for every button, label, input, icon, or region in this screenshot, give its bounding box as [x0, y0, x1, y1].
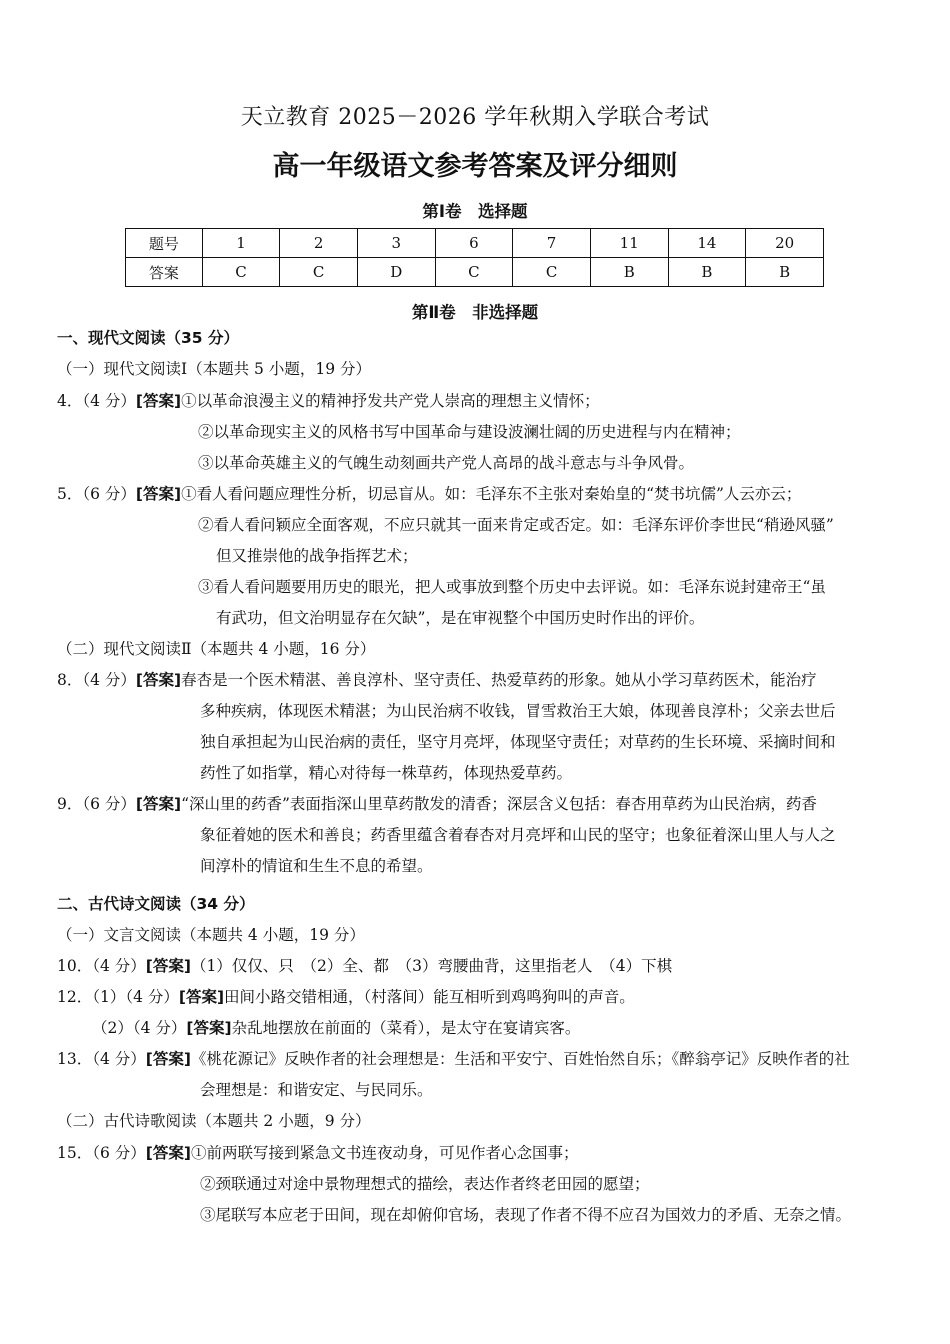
answer-line: 田间小路交错相通，（村落间）能互相听到鸡鸣狗叫的声音。: [224, 988, 635, 1006]
exam-title: 天立教育 2025－2026 学年秋期入学联合考试: [240, 105, 710, 130]
answer-line: ①看人看问题应理性分析，切忌盲从。如：毛泽东不主张对秦始皇的“焚书坑儒”人云亦云；: [181, 485, 802, 503]
question-number-row: [126, 229, 824, 258]
section2-sub1: （一）文言文阅读（本题共 4 小题，19 分）: [57, 926, 365, 944]
answer-cell: C: [280, 258, 358, 287]
section2-sub2: （二）古代诗歌阅读（本题共 2 小题，9 分）: [57, 1112, 371, 1130]
answer-tag: [答案]: [135, 795, 182, 813]
answer-line: ②颈联通过对途中景物理想式的描绘，表达作者终老田园的愿望；: [200, 1175, 650, 1193]
document-title: 高一年级语文参考答案及评分细则: [272, 151, 678, 182]
answer-cell: D: [357, 258, 435, 287]
part2-title: 第Ⅱ卷 非选择题: [411, 303, 539, 322]
answer-line: 《桃花源记》反映作者的社会理想是：生活和平安宁、百姓怡然自乐；《醉翁亭记》反映作者的社: [190, 1050, 850, 1068]
section1-heading: 一、现代文阅读（35 分）: [57, 329, 239, 347]
q12-answer-2: [92, 1018, 580, 1038]
q5-answer: [57, 484, 801, 504]
choice-answer-table: [125, 228, 824, 287]
answer-line: ①以革命浪漫主义的精神抒发共产党人崇高的理想主义情怀；: [181, 392, 600, 410]
part1-title: 第Ⅰ卷 选择题: [422, 202, 528, 221]
q9-answer: [57, 794, 817, 814]
answer-line: ③以革命英雄主义的气魄生动刻画共产党人高昂的战斗意志与斗争风骨。: [198, 454, 695, 472]
answer-tag: [答案]: [135, 671, 182, 689]
answer-line: ③看人看问题要用历史的眼光，把人或事放到整个历史中去评说。如：毛泽东说封建帝王“虽: [198, 578, 826, 596]
answer-line: ②看人看问颖应全面客观，不应只就其一面来肯定或否定。如：毛泽东评价李世民“稍逊风骚”: [198, 516, 834, 534]
answer-line: 间淳朴的情谊和生生不息的希望。: [200, 857, 433, 875]
q8-answer: [57, 670, 817, 690]
answer-tag: [答案]: [145, 1144, 191, 1162]
answer-cell: B: [590, 258, 668, 287]
question-number: 14: [668, 229, 746, 258]
answer-cell: C: [435, 258, 513, 287]
answer-line: 象征着她的医术和善良；药香里蕴含着春杏对月亮坪和山民的坚守；也象征着深山里人与人之: [200, 826, 836, 844]
question-prefix: 4．（4 分）: [57, 392, 136, 410]
question-prefix: 5．（6 分）: [57, 485, 136, 503]
question-number: 1: [202, 229, 280, 258]
answer-line: 但又推崇他的战争指挥艺术；: [216, 547, 418, 565]
question-prefix: 8．（4 分）: [57, 671, 136, 689]
answer-tag: [答案]: [145, 957, 191, 975]
question-prefix: 15．（6 分）: [57, 1144, 146, 1162]
answer-cell: C: [202, 258, 280, 287]
answer-line: 春杏是一个医术精湛、善良淳朴、坚守责任、热爱草药的形象。她从小学习草药医术，能治疗: [181, 671, 817, 689]
answer-tag: [答案]: [135, 485, 182, 503]
question-prefix: 10．（4 分）: [57, 957, 146, 975]
question-prefix: 12．（1）（4 分）: [57, 988, 179, 1006]
answer-line: “深山里的药香”表面指深山里草药散发的清香；深层含义包括：春杏用草药为山民治病，药香: [181, 795, 817, 813]
answer-line: （1）仅仅、只 （2）全、都 （3）弯腰曲背，这里指老人 （4）下棋: [190, 957, 673, 975]
answer-line: 杂乱地摆放在前面的（菜肴），是太守在宴请宾客。: [231, 1019, 581, 1037]
q4-answer: [57, 391, 600, 411]
question-prefix: 9．（6 分）: [57, 795, 136, 813]
section1-sub1: （一）现代文阅读Ⅰ（本题共 5 小题，19 分）: [57, 360, 371, 378]
answer-line: 会理想是：和谐安定、与民同乐。: [200, 1081, 433, 1099]
row-label: 题号: [126, 229, 203, 258]
question-number: 20: [746, 229, 824, 258]
q15-answer: [57, 1143, 578, 1163]
answer-line: ②以革命现实主义的风格书写中国革命与建设波澜壮阔的历史进程与内在精神；: [198, 423, 741, 441]
section1-sub2: （二）现代文阅读Ⅱ（本题共 4 小题，16 分）: [57, 640, 376, 658]
question-number: 3: [357, 229, 435, 258]
answer-tag: [答案]: [186, 1019, 232, 1037]
answer-line: 多种疾病，体现医术精湛；为山民治病不收钱，冒雪救治王大娘，体现善良淳朴；父亲去世后: [200, 702, 836, 720]
question-number: 11: [590, 229, 668, 258]
q13-answer: [57, 1049, 850, 1069]
answer-tag: [答案]: [135, 392, 182, 410]
answer-cell: C: [513, 258, 591, 287]
question-prefix: （2）（4 分）: [92, 1019, 187, 1037]
answer-tag: [答案]: [178, 988, 225, 1006]
answer-cell: B: [746, 258, 824, 287]
question-prefix: 13．（4 分）: [57, 1050, 146, 1068]
section2-heading: 二、古代诗文阅读（34 分）: [57, 895, 255, 913]
answer-line: 独自承担起为山民治病的责任，坚守月亮坪，体现坚守责任；对草药的生长环境、采摘时间和: [200, 733, 836, 751]
answer-line: 有武功，但文治明显存在欠缺”，是在审视整个中国历史时作出的评价。: [216, 609, 705, 627]
answer-line: ③尾联写本应老于田间，现在却俯仰官场，表现了作者不得不应召为国效力的矛盾、无奈之情。: [200, 1206, 852, 1224]
question-number: 2: [280, 229, 358, 258]
question-number: 7: [513, 229, 591, 258]
answer-row: [126, 258, 824, 287]
answer-line: ①前两联写接到紧急文书连夜动身，可见作者心念国事；: [190, 1144, 579, 1162]
q12-answer-1: [57, 987, 635, 1007]
answer-cell: B: [668, 258, 746, 287]
q10-answer: [57, 956, 672, 976]
question-number: 6: [435, 229, 513, 258]
answer-line: 药性了如指掌，精心对待每一株草药，体现热爱草药。: [200, 764, 573, 782]
answer-tag: [答案]: [145, 1050, 191, 1068]
row-label: 答案: [126, 258, 203, 287]
